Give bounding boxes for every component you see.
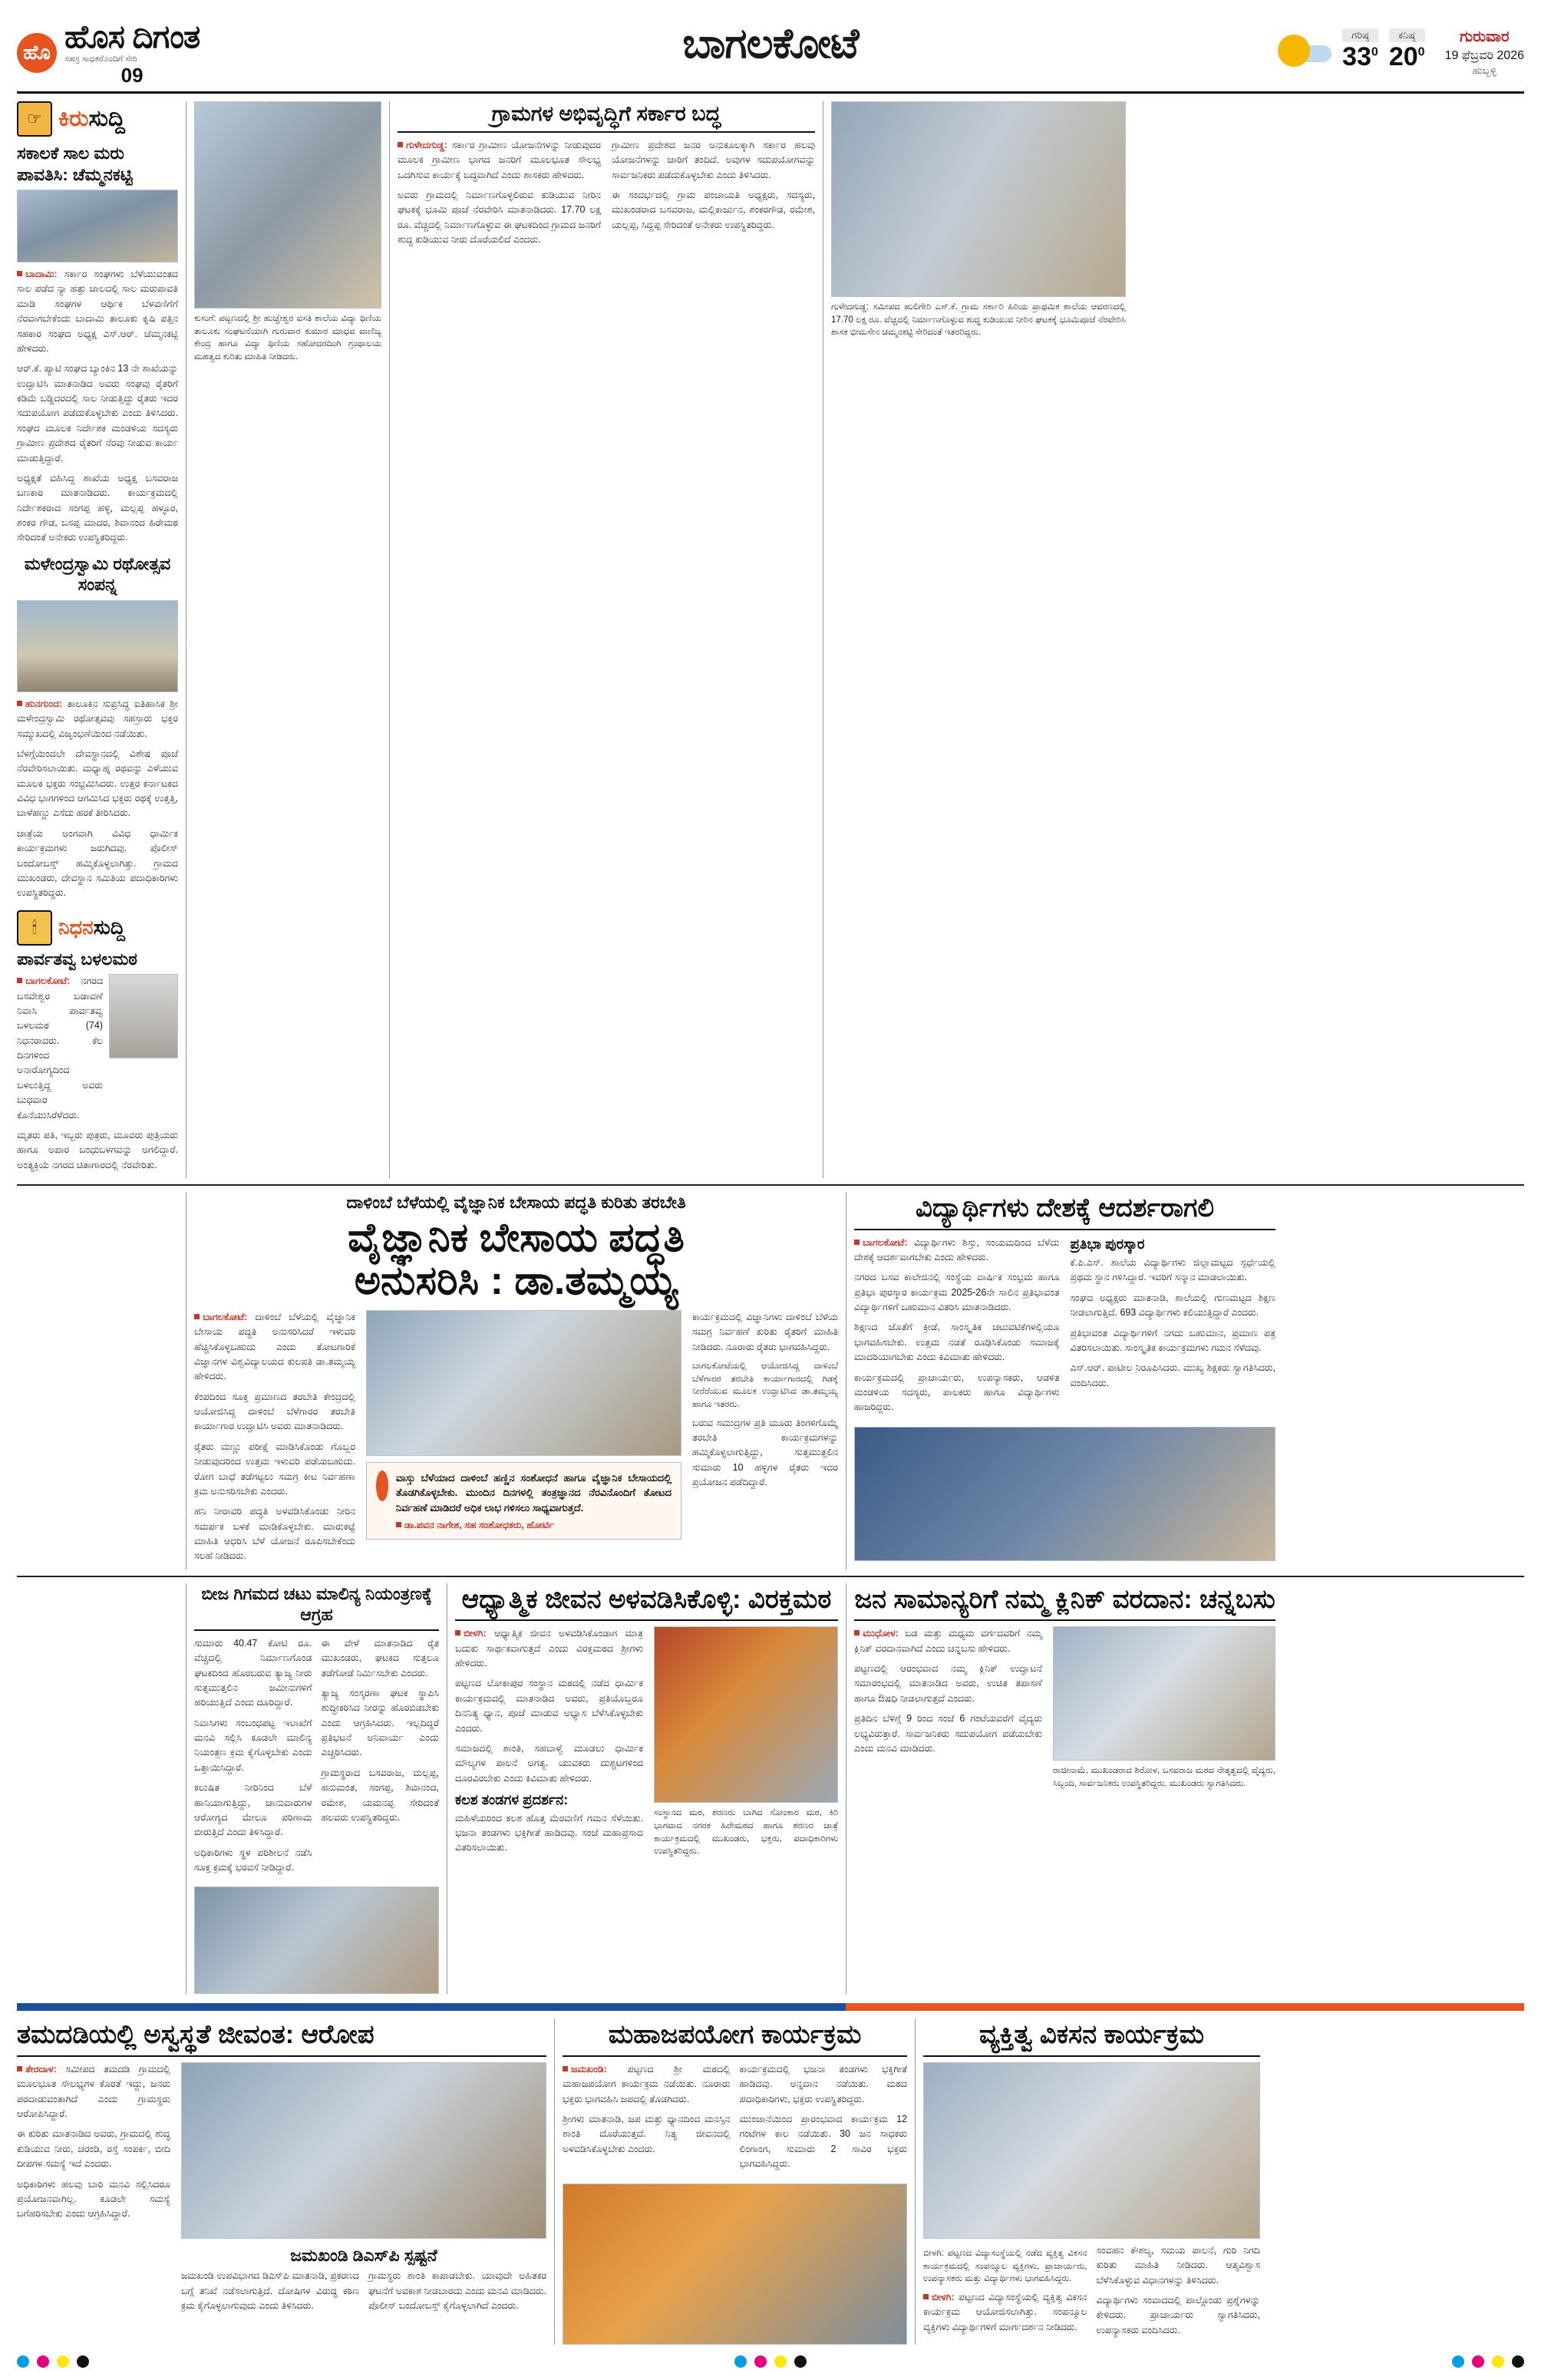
seed-c1-p4: ಅಧಿಕಾರಿಗಳು ಸ್ಥಳ ಪರಿಶೀಲನೆ ನಡೆಸಿ ಸೂಕ್ತ ಕ್ರಮಕ್ಕೆ ಭರವಸೆ ನೀಡಿದ್ದಾರೆ. (194, 1847, 312, 1873)
degree-symbol-2: 0 (1417, 45, 1425, 59)
personality-dateline: ಬೀಳಗಿ: (932, 2291, 955, 2302)
nidhana-portrait (109, 974, 178, 1058)
pull-quote (366, 1462, 681, 1540)
nidhana-para-2: ಮೃತರು ಪತಿ, ಇಬ್ಬರು ಪುತ್ರರು, ಮೂವರು ಪುತ್ರಿಯರು ಹಾಗೂ ಅಪಾರ ಬಂಧುಬಳಗವನ್ನು ಅಗಲಿದ್ದಾರೆ. ಅಂತ್ಯಕ್ರಿಯೆ ನಗರದ ಚಿತಾಗಾರದಲ್ಲಿ ನೆರವೇರಿತು. (17, 1129, 178, 1170)
personality-story (915, 2019, 1260, 2344)
seed-c2-p1: ಈ ವೇಳೆ ಮಾತನಾಡಿದ ರೈತ ಮುಖಂಡರು, ಘಟಕದ ಸುತ್ತಲೂ ತಡೆಗೋಡೆ ನಿರ್ಮಿಸಬೇಕು ಎಂದರು. (321, 1637, 439, 1679)
malendra-para-2: ಬೆಳಗ್ಗೆಯಿಂದಲೇ ದೇವಸ್ಥಾನದಲ್ಲಿ ವಿಶೇಷ ಪೂಜೆ ನೆರವೇರಿಸಲಾಯಿತು. ಮಧ್ಯಾಹ್ನ ರಥವನ್ನು ಎಳೆಯುವ ಮೂಲಕ ಭಕ್ತರು ಸಂಭ್ರಮಿಸಿದರು. ಉತ್ತರ ಕರ್ನಾಟಕದ ವಿವಿಧ ಭಾಗಗಳಿಂದ ಆಗಮಿಸಿದ ಭಕ್ತರು ರಥಕ್ಕೆ ಉತ್ತತ್ತಿ, ಬಾಳೆಹಣ್ಣು ಎಸೆದು ಹರಕೆ ತೀರಿಸಿದರು. (17, 748, 178, 819)
malendra-para-1: ತಾಲೂಕಿನ ಸುಪ್ರಸಿದ್ಧ ಐತಿಹಾಸಿಕ ಶ್ರೀ ಮಳೇಂದ್ರಸ್ವಾಮಿ ರಥೋತ್ಸವವು ಸಹಸ್ರಾರು ಭಕ್ತರ ಸಮ್ಮುಖದಲ್ಲಿ ವಿಜೃಂಭಣೆಯಿಂದ ನಡೆಯಿತು. (17, 698, 178, 739)
govt-para-2: ಅವರು ಗ್ರಾಮದಲ್ಲಿ ನಿರ್ಮಾಣಗೊಳ್ಳಲಿರುವ ಕುಡಿಯುವ ನೀರಿನ ಘಟಕಕ್ಕೆ ಭೂಮಿ ಪೂಜೆ ನೆರವೇರಿಸಿ ಮಾತನಾಡಿದರು. 17.70 ಲಕ್ಷ ರೂ. ವೆಚ್ಚದಲ್ಲಿ ನಿರ್ಮಾಣಗೊಳ್ಳುವ ಈ ಘಟಕದಿಂದ ಗ್ರಾಮದ ಜನರಿಗೆ ಶುದ್ಧ ಕುಡಿಯುವ ನೀರು ದೊರೆಯಲಿದೆ ಎಂದರು. (398, 189, 601, 245)
max-temp (1342, 28, 1378, 72)
students-photo (854, 1427, 1275, 1561)
column-govt-story (389, 101, 823, 1178)
cmyk-left (17, 2355, 89, 2368)
lamp-icon: 🕯 (17, 910, 52, 946)
nidhana-label: ನಿಧನ (58, 915, 94, 939)
sun-icon (1278, 35, 1310, 67)
students-c2-p1: ಕೆ.ಪಿ.ಎಸ್. ಶಾಲೆಯ ವಿದ್ಯಾರ್ಥಿಗಳು ಜಿಲ್ಲಾಮಟ್ಟದ ಸ್ಪರ್ಧೆಯಲ್ಲಿ ಪ್ರಥಮ ಸ್ಥಾನ ಗಳಿಸಿದ್ದಾರೆ. ಇವರಿಗೆ ಸನ್ಮಾನ ಮಾಡಲಾಯಿತು. (1070, 1257, 1275, 1283)
maha-p2: ಶ್ರೀಗಳು ಮಾತನಾಡಿ, ಜಪ ಮತ್ತು ಧ್ಯಾನದಿಂದ ಮನಸ್ಸಿನ ಶಾಂತಿ ದೊರೆಯುತ್ತದೆ. ನಿತ್ಯ ಜೀವನದಲ್ಲಿ ಅಳವಡಿಸಿಕೊಳ್ಳಬೇಕು ಎಂದರು. (563, 2114, 731, 2154)
pull-quote-text: ವಾಸ್ತು ಬೆಳೆಯಾದ ದಾಳಿಂಬೆ ಹಣ್ಣಿನ ಸಂಶೋಧನೆ ಹಾಗೂ ವೈಜ್ಞಾನಿಕ ಬೇಸಾಯದಲ್ಲಿ ತೊಡಗಿಕೊಳ್ಳಬೇಕು. ಮುಂದಿನ ದಿನಗಳಲ್ಲಿ ತಂತ್ರಜ್ಞಾನದ ನೆರವಿನೊಂದಿಗೆ ತೋಟದ ನಿರ್ವಹಣೆ ಮಾಡಿದರೆ ಅಧಿಕ ಲಾಭ ಗಳಿಸಲು ಸಾಧ್ಯವಾಗುತ್ತದೆ. (395, 1471, 672, 1513)
govt-headline: ಗ್ರಾಮಗಳ ಅಭಿವೃದ್ಧಿಗೆ ಸರ್ಕಾರ ಬದ್ಧ (398, 101, 815, 133)
place-of-publication: ಹುಬ್ಬಳ್ಳಿ (1472, 64, 1496, 76)
seed-photo (194, 1887, 439, 1994)
seed-c2-p3: ಗ್ರಾಮಸ್ಥರಾದ ಬಸವರಾಜ, ಮಲ್ಲಪ್ಪ, ಹನುಮಂತ, ಸಂಗಪ್ಪ, ಶಿವಾನಂದ, ರಮೇಶ, ಯಮನಪ್ಪ ಸೇರಿದಂತೆ ಹಲವರು ಉಪಸ್ಥಿತರಿದ್ದರು. (321, 1767, 439, 1823)
edition-title-block (682, 20, 858, 68)
lead-headline-line2: ಅನುಸರಿಸಿ : ಡಾ.ತಮ್ಮಯ್ಯ (354, 1258, 678, 1303)
spiritual-p1: ಆಧ್ಯಾತ್ಮಿಕ ಜೀವನ ಅಳವಡಿಸಿಕೊಂಡಾಗ ಮಾತ್ರ ಬದುಕು ಸಾರ್ಥಕವಾಗುತ್ತದೆ ಎಂದು ವಿರಕ್ತಮಠದ ಶ್ರೀಗಳು ಹೇಳಿದರು. (455, 1628, 643, 1669)
hospital-dateline: ತೇರದಾಳ: (25, 2063, 57, 2075)
date-block (1445, 28, 1524, 77)
spiritual-p2: ಪಟ್ಟಣದ ಲೋಕಾಪುರ ಸಂಸ್ಥಾನ ಮಠದಲ್ಲಿ ನಡೆದ ಧಾರ್ಮಿಕ ಕಾರ್ಯಕ್ರಮದಲ್ಲಿ ಮಾತನಾಡಿದ ಅವರು, ಪ್ರತಿಯೊಬ್ಬರೂ ದಿನನಿತ್ಯ ಧ್ಯಾನ, ಪೂಜೆ ಮಾಡುವ ಅಭ್ಯಾಸ ಬೆಳೆಸಿಕೊಳ್ಳಬೇಕು ಎಂದರು. (455, 1678, 643, 1734)
maha-headline: ಮಹಾಜಪಯೋಗ ಕಾರ್ಯಕ್ರಮ (563, 2019, 907, 2057)
min-temp-label: ಕನಿಷ್ಠ (1389, 28, 1425, 42)
malendra-dateline: ಹುನಗುಂದ: (25, 698, 63, 709)
max-temp-value: 33 (1342, 42, 1371, 71)
lead-headline-line1: ವೈಜ್ಞಾನಿಕ ಬೇಸಾಯ ಪದ್ಧತಿ (348, 1215, 685, 1260)
clinic-p3: ಪ್ರತಿದಿನ ಬೆಳಿಗ್ಗೆ 9 ರಿಂದ ಸಂಜೆ 6 ಗಂಟೆಯವರೆಗೆ ವೈದ್ಯರು ಲಭ್ಯವಿರುತ್ತಾರೆ. ಸಾರ್ವಜನಿಕರು ಸದುಪಯೋಗ ಪಡೆಯಬೇಕು ಎಂದು ಮನವಿ ಮಾಡಿದರು. (854, 1713, 1042, 1754)
column-kusugal-photo (186, 101, 389, 1178)
pull-quote-attribution: ಡಾ.ಪವನ ನಾಗೇಶ, ಸಹ ಸಂಶೋಧಕರು, ಹೋರ್ಟಿ (404, 1520, 554, 1531)
students-c2-p3: ಪ್ರತಿಭಾವಂತ ವಿದ್ಯಾರ್ಥಿಗಳಿಗೆ ನಗದು ಬಹುಮಾನ, ಪ್ರಮಾಣ ಪತ್ರ ವಿತರಿಸಲಾಯಿತು. ಸಾಂಸ್ಕೃತಿಕ ಕಾರ್ಯಕ್ರಮಗಳು ಗಮನ ಸೆಳೆದವು. (1070, 1327, 1275, 1353)
seed-c1-p3: ಕಲುಷಿತ ನೀರಿನಿಂದ ಬೆಳೆ ಹಾನಿಯಾಗುತ್ತಿದ್ದು, ಜಾನುವಾರುಗಳ ಆರೋಗ್ಯದ ಮೇಲೂ ಪರಿಣಾಮ ಬೀರುತ್ತಿದೆ ಎಂದು ತಿಳಿಸಿದ್ದಾರೆ. (194, 1782, 312, 1838)
nidhana-sudhi-label: ಸುದ್ದಿ (93, 915, 125, 939)
sudhi-label: ಸುದ್ದಿ (88, 106, 126, 131)
edition-name: ಬಾಗಲಕೋಟೆ (682, 21, 859, 67)
personality-p1: ಪಟ್ಟಣದ ವಿದ್ಯಾಸಂಸ್ಥೆಯಲ್ಲಿ ವ್ಯಕ್ತಿತ್ವ ವಿಕಸನ ಕಾರ್ಯಕ್ರಮ ಆಯೋಜಿಸಲಾಗಿತ್ತು. ಸಂಪನ್ಮೂಲ ವ್ಯಕ್ತಿಗಳು ವಿದ್ಯಾರ್ಥಿಗಳಿಗೆ ಮಾರ್ಗದರ್ಶನ ನೀಡಿದರು. (923, 2291, 1087, 2332)
kiru-sudhi-badge (17, 101, 178, 137)
personality-photo (923, 2062, 1260, 2239)
min-temp-value: 20 (1388, 42, 1418, 71)
govt-para-3: ಗ್ರಾಮೀಣ ಪ್ರದೇಶದ ಜನರ ಅನುಕೂಲಕ್ಕಾಗಿ ಸರ್ಕಾರ ಹಲವು ಯೋಜನೆಗಳನ್ನು ಜಾರಿಗೆ ತಂದಿದೆ. ಅವುಗಳ ಸದುಪಯೋಗವನ್ನು ಸಾರ್ವಜನಿಕರು ಪಡೆದುಕೊಳ್ಳಬೇಕು ಎಂದು ತಿಳಿಸಿದರು. (612, 139, 815, 180)
personality-p2: ಸಂವಹನ ಕೌಶಲ್ಯ, ಸಮಯ ಪಾಲನೆ, ಗುರಿ ನಿಗದಿ ಕುರಿತು ಮಾಹಿತಿ ನೀಡಿದರು. ಆತ್ಮವಿಶ್ವಾಸ ಬೆಳೆಸಿಕೊಳ್ಳುವ ವಿಧಾನಗಳನ್ನು ತಿಳಿಸಿದರು. (1096, 2244, 1260, 2286)
lead-para-2: ಕೆಂಪದಿಂದ ಸೂಕ್ತ ಪ್ರಮಾಣದ ತರಬೇತಿ ಕೇಂದ್ರದಲ್ಲಿ ಆಯೋಜಿಸಿದ್ದ ದಾಳಿಂಬೆ ಬೆಳೆಗಾರರ ತರಬೇತಿ ಕಾರ್ಯಾಗಾರ ಉದ್ಘಾಟಿಸಿ ಅವರು ಮಾತನಾಡಿದರು. (194, 1391, 355, 1432)
kusugal-caption: ಕುಸುಗೆ: ಪಟ್ಟಣದಲ್ಲಿ ಶ್ರೀ ಹುಚ್ಚೇಶ್ವರ ವಸತಿ ಶಾಲೆಯ ವಿದ್ಯಾ ಥಿಣಿಯ ತಾಲೂಕು ಸಂಘಟನೆಯಾಗಿ ಗುರುವಾರ ಕುಮಾರ ಮಾಧವ ವಾಣಿಜ್ಯ ಕೇಂದ್ರ ಹಾಗೂ ವಿದ್ಯಾ ಥಿಣಿಯ ಸಹೋದರದಿಂಗಿ ಗ್ರಂಥಾಲಯ ಮಹತ್ವದ ಕುರಿತು ಮಾಹಿತಿ ನೀಡಿದರು. (194, 314, 381, 362)
clinic-caption: ರಾಜೀನಾಮೆ, ಮುಖಂಡರಾದ ಶಿರೋಳ, ಬಸವರಾಜ ಮಠದ ನೇತೃತ್ವದಲ್ಲಿ ವೈದ್ಯರು, ಸಿಬ್ಬಂದಿ, ಸಾರ್ವಜನಿಕರು ಉಪಸ್ಥಿತರಿದ್ದರು. ಮುಖಂಡರು ಸ್ವಾಗತಿಸಿದರು. (1053, 1766, 1275, 1788)
lead-para-1: ದಾಳಿಂಬೆ ಬೆಳೆಯಲ್ಲಿ ವೈಜ್ಞಾನಿಕ ಬೇಸಾಯ ಪದ್ಧತಿ ಅನುಸರಿಸಿದರೆ ಇಳುವರಿ ಹೆಚ್ಚಿಸಿಕೊಳ್ಳಬಹುದು ಎಂದು ತೋಟಗಾರಿಕೆ ವಿಜ್ಞಾನಗಳ ವಿಶ್ವವಿದ್ಯಾಲಯದ ಕುಲಪತಿ ಡಾ.ತಮ್ಮಯ್ಯ ಹೇಳಿದರು. (194, 1311, 355, 1382)
middle-left-spacer (17, 1583, 186, 1995)
degree-symbol: 0 (1371, 45, 1378, 59)
min-temp (1389, 28, 1425, 72)
kiru-headline: ಸಕಾಲಕೆ ಸಾಲ ಮರು ಪಾವತಿಸಿ: ಚೆಮ್ಮನಕಟ್ಟಿ (17, 144, 133, 184)
spiritual-p3: ಸಮಾಜದಲ್ಲಿ ಶಾಂತಿ, ಸಹಬಾಳ್ವೆ ಮೂಡಲು ಧಾರ್ಮಿಕ ಮೌಲ್ಯಗಳ ಪಾಲನೆ ಅಗತ್ಯ. ಯುವಕರು ದುಶ್ಚಟಗಳಿಂದ ದೂರವಿರಬೇಕು ಎಂದು ಕಿವಿಮಾತು ಹೇಳಿದರು. (455, 1742, 643, 1784)
clinic-dateline: ಮುಧೋಳ: (863, 1628, 899, 1639)
govt-para-4: ಈ ಸಂದರ್ಭದಲ್ಲಿ ಗ್ರಾಮ ಪಂಚಾಯತಿ ಅಧ್ಯಕ್ಷರು, ಸದಸ್ಯರು, ಮುಖಂಡರಾದ ಬಸವರಾಜ, ಮಲ್ಲಿಕಾರ್ಜುನ, ಶಂಕರಗೌಡ, ರಮೇಶ, ಯಲ್ಲಪ್ಪ, ಸಿದ್ದಪ್ಪ ಸೇರಿದಂತೆ ಅನೇಕರು ಉಪಸ್ಥಿತರಿದ್ದರು. (612, 189, 815, 230)
hand-icon: ☞ (17, 101, 52, 137)
kiru-dateline: ಬಾದಾಮಿ: (25, 269, 58, 279)
lead-photo-caption: ಬಾಗಲಕೋಟೆಯಲ್ಲಿ ಆಯೋಜಿಸಿದ್ದ ದಾಳಿಂಬೆ ಬೆಳೆಗಾರರ ತರಬೇತಿ ಕಾರ್ಯಾಗಾರದಲ್ಲಿ ಗಿಡಕ್ಕೆ ನೀರೆರೆಯುವ ಮೂಲಕ ಉದ್ಘಾಟಿಸಿದ ಡಾ.ತಮ್ಮಯ್ಯ ಹಾಗೂ ಇತರರು. (692, 1361, 838, 1409)
clinic-p2: ಪಟ್ಟಣದಲ್ಲಿ ಆರಂಭವಾದ ನಮ್ಮ ಕ್ಲಿನಿಕ್ ಉದ್ಘಾಟನೆ ಸಮಾರಂಭದಲ್ಲಿ ಮಾತನಾಡಿದ ಅವರು, ಉಚಿತ ತಪಾಸಣೆ ಹಾಗೂ ಔಷಧಿ ನೀಡಲಾಗುತ್ತದೆ ಎಂದರು. (854, 1663, 1042, 1704)
students-c1-p2: ನಗರದ ಬಸವ ಕಾಲೇಜಿನಲ್ಲಿ ಸಂಸ್ಥೆಯ ವಾರ್ಷಿಕ ಸಂಭ್ರಮ ಹಾಗೂ ಪ್ರತಿಭಾ ಪುರಸ್ಕಾರ ಕಾರ್ಯಕ್ರಮ 2025-26ನೇ ಸಾಲಿನ ಪ್ರತಿಭಾವಂತ ವಿದ್ಯಾರ್ಥಿಗಳಿಗೆ ಬಹುಮಾನ ವಿತರಿಸಿ ಮಾತನಾಡಿದರು. (854, 1272, 1060, 1312)
hospital-headline: ತಮದಡಿಯಲ್ಲಿ ಅಸ್ವಸ್ಥತೆ ಜೀವಂತ: ಆರೋಪ (17, 2019, 546, 2057)
column-left-top (17, 101, 186, 1178)
cmyk-right (1452, 2355, 1524, 2368)
students-c1-p3: ಶಿಕ್ಷಣದ ಜೊತೆಗೆ ಕ್ರೀಡೆ, ಸಾಂಸ್ಕೃತಿಕ ಚಟುವಟಿಕೆಗಳಲ್ಲಿಯೂ ಭಾಗವಹಿಸಬೇಕು. ಉತ್ತಮ ನಡತೆ ರೂಢಿಸಿಕೊಂಡು ಸಮಾಜಕ್ಕೆ ಮಾದರಿಯಾಗಬೇಕು ಎಂದು ಕಿವಿಮಾತು ಹೇಳಿದರು. (854, 1322, 1060, 1363)
kiru-photo (17, 190, 178, 262)
maha-p4: ಮುಂಜಾನೆಯಿಂದ ಪ್ರಾರಂಭವಾದ ಕಾರ್ಯಕ್ರಮ 12 ಗಂಟೆಗಳ ಕಾಲ ನಡೆಯಿತು. 30 ಜನ ಸಾಧಕರು ಲಿಂಗಾಂಗ, ಸುಮಾರು 2 ಸಾವಿರ ಭಕ್ತರು ಭಾಗವಹಿಸಿದ್ದರು. (739, 2114, 907, 2170)
seed-c2-p2: ತ್ಯಾಜ್ಯ ಸಂಸ್ಕರಣಾ ಘಟಕ ಸ್ಥಾಪಿಸಿ ಶುದ್ಧೀಕರಿಸಿದ ನೀರನ್ನು ಹೊರಬಿಡಬೇಕು ಎಂದು ಆಗ್ರಹಿಸಿದರು. ಇಲ್ಲದಿದ್ದರೆ ಪ್ರತಿಭಟನೆ ಅನಿವಾರ್ಯ ಎಂದು ಎಚ್ಚರಿಸಿದರು. (321, 1687, 439, 1758)
clinic-p1: ಬಡ ಮತ್ತು ಮಧ್ಯಮ ವರ್ಗದವರಿಗೆ ನಮ್ಮ ಕ್ಲಿನಿಕ್ ವರದಾನವಾಗಿದೆ ಎಂದು ಚನ್ನಬಸು ಹೇಳಿದರು. (854, 1628, 1042, 1654)
hospital-p2: ಈ ಕುರಿತು ಮಾತನಾಡಿದ ಅವರು, ಗ್ರಾಮದಲ್ಲಿ ಶುದ್ಧ ಕುಡಿಯುವ ನೀರು, ಚರಂಡಿ, ರಸ್ತೆ ಸಂಪರ್ಕ, ಬೀದಿ ದೀಪಗಳ ಸಮಸ್ಯೆ ಇದೆ ಎಂದರು. (17, 2128, 170, 2170)
personality-caption: ಬೀಳಗಿ: ಪಟ್ಟಣದ ವಿದ್ಯಾಸಂಸ್ಥೆಯಲ್ಲಿ ನಡೆದ ವ್ಯಕ್ತಿತ್ವ ವಿಕಸನ ಕಾರ್ಯಕ್ರಮದಲ್ಲಿ ಸಂಪನ್ಮೂಲ ವ್ಯಕ್ತಿಗಳು, ಪ್ರಾಚಾರ್ಯರು, ಉಪನ್ಯಾಸಕರು ಮತ್ತು ವಿದ್ಯಾರ್ಥಿಗಳು ಭಾಗವಹಿಸಿದ್ದರು. (923, 2248, 1087, 2284)
spiritual-caption: ಸಂಸ್ಥಾನದ ಮಠ, ಶರಣರು ಬಾಗಿದ ಸೋಂಕಾರ ಮಠ, ಕಿರಿ ಭಾಗವಾದ ನಗರಕ ಹಿರೇಮಠದ ಹಾಗೂ ಶರಣರ ಜಾತ್ರೆ ಕಾರ್ಯಕ್ರಮದಲ್ಲಿ ಮುಖಂಡರು, ಭಕ್ತರು, ಪದಾಧಿಕಾರಿಗಳು ಉಪಸ್ಥಿತರಿದ್ದರು. (654, 1808, 838, 1857)
nidhana-para-1: ನಗರದ ಬಸವೇಶ್ವರ ಬಡಾವಣೆ ನಿವಾಸಿ ಪಾರ್ವತವ್ವ ಬಳಲಮಠ (74) ನಿಧನರಾದರು. ಕೆಲ ದಿನಗಳಿಂದ ಅನಾರೋಗ್ಯದಿಂದ ಬಳಲುತ್ತಿದ್ದ ಅವರು ಬುಧವಾರ ಕೊನೆಯುಸಿರೆಳೆದರು. (17, 975, 103, 1121)
spiritual-story (447, 1583, 846, 1995)
maha-dateline: ಜಮಖಂಡಿ: (571, 2063, 607, 2075)
clinic-headline: ಜನ ಸಾಮಾನ್ಯರಿಗೆ ನಮ್ಮ ಕ್ಲಿನಿಕ್ ವರದಾನ: ಚನ್ನಬಸು (854, 1583, 1275, 1622)
registration-marks (17, 2351, 1524, 2368)
lead-para-3: ರೈತರು ಮಣ್ಣು ಪರೀಕ್ಷೆ ಮಾಡಿಸಿಕೊಂಡು ಗೊಬ್ಬರ ನೀಡುವುದರಿಂದ ಉತ್ತಮ ಇಳುವರಿ ಪಡೆಯಬಹುದು. ರೋಗ ಬಾಧೆ ತಡೆಗಟ್ಟಲು ಸಮಗ್ರ ಕೀಟ ನಿರ್ವಹಣಾ ಕ್ರಮ ಅನುಸರಿಸಬೇಕು ಎಂದರು. (194, 1441, 355, 1497)
seed-c1-p2: ನಿವಾಸಿಗಳು ಸಂಬಂಧಪಟ್ಟ ಇಲಾಖೆಗೆ ಮನವಿ ಸಲ್ಲಿಸಿ ಕೂಡಲೇ ಮಾಲಿನ್ಯ ನಿಯಂತ್ರಣ ಕ್ರಮ ಕೈಗೊಳ್ಳಬೇಕು ಎಂದು ಒತ್ತಾಯಿಸಿದ್ದಾರೆ. (194, 1717, 312, 1773)
weather-widget (1278, 28, 1424, 72)
clinic-story (846, 1583, 1275, 1995)
publication-tagline: ಸಹಸ್ರ ಸಾಧಕರೊಂದಿಗೆ ಸೇರಿ (64, 54, 137, 64)
personality-headline: ವ್ಯಕ್ತಿತ್ವ ವಿಕಸನ ಕಾರ್ಯಕ್ರಮ (923, 2019, 1260, 2057)
page-number: 09 (120, 63, 144, 87)
malendra-headline: ಮಳೇಂದ್ರಸ್ವಾಮಿ ರಥೋತ್ಸವ ಸಂಪನ್ನ (24, 553, 171, 595)
lead-tail: ಬರುವ ಸಮುದ್ರಗಳ ಪ್ರತಿ ಮೂರು ತಿಂಗಳಿಗೊಮ್ಮೆ ತರಬೇತಿ ಕಾರ್ಯಕ್ರಮಗಳನ್ನು ಹಮ್ಮಿಕೊಳ್ಳಲಾಗುತ್ತಿದ್ದು, ಸುತ್ತಮುತ್ತಲಿನ ಸುಮಾರು 10 ಹಳ್ಳಿಗಳ ರೈತರು ಇದರ ಪ್ರಯೋಜನ ಪಡೆದಿದ್ದಾರೆ. (692, 1417, 838, 1488)
lead-photo (366, 1310, 681, 1456)
publication-logo[interactable] (17, 18, 200, 87)
weekday: ಗುರುವಾರ (1459, 28, 1510, 45)
kusugal-photo (194, 101, 381, 309)
logo-emblem-icon: ಹೊ (17, 33, 57, 73)
lead-kicker: ದಾಳಿಂಬೆ ಬೆಳೆಯಲ್ಲಿ ವೈಜ್ಞಾನಿಕ ಬೇಸಾಯ ಪದ್ಧತಿ ಕುರಿತು ತರಬೇತಿ (346, 1193, 686, 1212)
maha-photo (563, 2184, 907, 2345)
spiritual-subhead: ಕಲಶ ತಂಡಗಳ ಪ್ರದರ್ಶನ: (455, 1792, 569, 1808)
lead-para-4: ಹನಿ ನೀರಾವರಿ ಪದ್ಧತಿ ಅಳವಡಿಸಿಕೊಂಡು ನೀರಿನ ಸಮರ್ಪಕ ಬಳಕೆ ಮಾಡಿಕೊಳ್ಳಬೇಕು. ಮಾರುಕಟ್ಟೆ ಮಾಹಿತಿ ಆಧರಿಸಿ ಬೆಳೆ ಯೋಜನೆ ರೂಪಿಸಬೇಕೆಂದು ಸಲಹೆ ನೀಡಿದರು. (194, 1506, 355, 1562)
students-c2-p4: ಎಸ್.ಆರ್. ಪಾಟೀಲ ನಿರೂಪಿಸಿದರು. ಮುಖ್ಯ ಶಿಕ್ಷಕರು ಸ್ವಾಗತಿಸಿದರು, ವಂದಿಸಿದರು. (1070, 1362, 1275, 1388)
lead-dateline: ಬಾಗಲಕೋಟೆ: (203, 1311, 248, 1322)
students-c2-p2: ಸಂಘದ ಅಧ್ಯಕ್ಷರು ಮಾತನಾಡಿ, ಶಾಲೆಯಲ್ಲಿ ಗುಣಮಟ್ಟದ ಶಿಕ್ಷಣ ನೀಡಲಾಗುತ್ತಿದೆ. 693 ವಿದ್ಯಾರ್ಥಿಗಳು ಕಲಿಯುತ್ತಿದ್ದಾರೆ ಎಂದರು. (1070, 1292, 1275, 1319)
kiru-para-3: ಅಧ್ಯಕ್ಷತೆ ವಹಿಸಿದ್ದ ಶಾಖೆಯ ಅಧ್ಯಕ್ಷ ಬಸವರಾಜ ಬಣಕಾರ ಮಾತನಾಡಿದರು. ಕಾರ್ಯಕ್ರಮದಲ್ಲಿ ನಿರ್ದೇಶಕರಾದ ಸಂಗಪ್ಪ ಹಳ್ಳಿ, ಮಲ್ಲಪ್ಪ ಹಳ್ಳೂರ, ಶಂಕರ ಗೌಡ, ಬಸಪ್ಪ ಮಾದರ, ಶಿವಾನಂದ ಹಿರೇಮಠ ಸೇರಿದಂತೆ ಅನೇಕರು ಉಪಸ್ಥಿತರಿದ್ದರು. (17, 472, 178, 543)
kiru-label: ಕಿರು (58, 106, 89, 131)
govt-dateline: ಗುಳೇದಗುಡ್ಡ: (406, 139, 447, 150)
guledgudda-caption: ಗುಳೇದಗುಡ್ಡ: ಸಮೀಪದ ಹುಲಿಗೇರಿ ಎಸ್.ಕೆ. ಗ್ರಾಮ ಸರ್ಕಾರಿ ಹಿರಿಯ ಪ್ರಾಥಮಿಕ ಶಾಲೆಯ ಆವರಣದಲ್ಲಿ 17.70 ಲಕ್ಷ ರೂ. ವೆಚ್ಚದಲ್ಲಿ ನಿರ್ಮಾಣಗೊಳ್ಳುವ ಶುದ್ಧ ಕುಡಿಯುವ ನೀರಿನ ಘಟಕಕ್ಕೆ ಭೂಮಿಪೂಜೆ ನೆರವೇರಿಸಿ ಶಾಸಕ ಭೀಮಸೇನ ಚಿಮ್ಮನಕಟ್ಟಿ ಸೇರಿದಂತೆ ಇತರರಿದ್ದರು. (831, 302, 1126, 338)
malendra-photo (17, 600, 178, 692)
dsp-subhead: ಜಮಖಂಡಿ ಡಿಎಸ್‌ಪಿ ಸ್ಪಷ್ಟನೆ (290, 2245, 437, 2265)
issue-date: 19 ಫೆಬ್ರವರಿ 2026 (1444, 49, 1524, 62)
section-divider-band (17, 2003, 1524, 2011)
max-temp-label: ಗರಿಷ್ಠ (1342, 28, 1378, 42)
kiru-para-2: ಆರ್.ಕೆ. ಪ್ಯಾಟಿ ಸಂಘದ ಬ್ಯಾಂಕಿನ 13 ನೇ ಶಾಖೆಯನ್ನು ಉದ್ಘಾಟಿಸಿ ಮಾತನಾಡಿದ ಅವರು ಸಂಘವು ರೈತರಿಗೆ ಕಡಿಮೆ ಬಡ್ಡಿದರದಲ್ಲಿ ಸಾಲ ನೀಡುತ್ತಿದ್ದು ರೈತರು ಇದರ ಸದುಪಯೋಗ ಪಡೆದುಕೊಳ್ಳಬೇಕು ಎಂದು ತಿಳಿಸಿದರು. ಸಂಘದ ಮೂಲಕ ನಿರ್ದೇಶಕ ಮಂಡಳಿಯ ಸದಸ್ಯರು ಗ್ರಾಮೀಣ ಪ್ರದೇಶದ ರೈತರಿಗೆ ನೆರವು ನೀಡುವ ಕಾರ್ಯ ಮಾಡುತ್ತಿದ್ದಾರೆ. (17, 363, 178, 464)
clinic-photo (1053, 1626, 1275, 1761)
seed-c1-p1: ಸುಮಾರು 40.47 ಕೋಟಿ ರೂ. ವೆಚ್ಚದಲ್ಲಿ ನಿರ್ಮಾಣಗೊಂಡ ಘಟಕದಿಂದ ಹೊರಬರುವ ತ್ಯಾಜ್ಯ ನೀರು ಸುತ್ತಮುತ್ತಲಿನ ಜಮೀನುಗಳಿಗೆ ಹರಿಯುತ್ತಿದೆ ಎಂದು ದೂರಿದ್ದಾರೆ. (194, 1637, 312, 1708)
maha-p3: ಕಾರ್ಯಕ್ರಮದಲ್ಲಿ ಭಜನಾ ತಂಡಗಳು ಭಕ್ತಿಗೀತೆ ಹಾಡಿದವು. ಅನ್ನದಾನ ನಡೆಯಿತು. ಮಠದ ಪದಾಧಿಕಾರಿಗಳು, ಭಕ್ತರು ಉಪಸ್ಥಿತರಿದ್ದರು. (739, 2063, 907, 2104)
hospital-photo (181, 2062, 546, 2239)
hospital-p3: ಅಧಿಕಾರಿಗಳು ಹಲವು ಬಾರಿ ಮನವಿ ಸಲ್ಲಿಸಿದರೂ ಪ್ರಯೋಜನವಾಗಿಲ್ಲ. ಕೂಡಲೇ ಸಮಸ್ಯೆ ಬಗೆಹರಿಸಬೇಕು ಎಂದು ಆಗ್ರಹಿಸಿದ್ದಾರೆ. (17, 2178, 170, 2220)
students-story (846, 1192, 1275, 1570)
quote-icon (376, 1471, 388, 1501)
publication-name: ಹೊಸ ದಿಗಂತ (64, 18, 200, 54)
guledgudda-photo (831, 101, 1126, 297)
maha-story (554, 2019, 915, 2344)
kiru-para-1: ಸರ್ಕಾರ ಸಂಘಗಳು ಬೆಳೆಯುವಂತದ ಸಾಲ ಪಡೆದ ನ್ಯಾ ಹತ್ತು ಜಾಲದಲ್ಲಿ ಸಾಲ ಮರುಪಾವತಿ ಮಾಡಿ ಸಂಘಗಳ ಆರ್ಥಿಕ ಬೆಳವಣಿಗೆಗೆ ನೆರವಾಗಬೇಕೆಂದು ಬಾದಾಮಿ ತಾಲೂಕು ಕೃಷಿ ಪತ್ತಿನ ಸಹಕಾರ ಸಂಘದ ಅಧ್ಯಕ್ಷ ಎಸ್.ಆರ್. ಚೆಮ್ಮನಕಟ್ಟಿ ಹೇಳಿದರು. (17, 269, 178, 354)
students-headline: ವಿದ್ಯಾರ್ಥಿಗಳು ದೇಶಕ್ಕೆ ಆದರ್ಶರಾಗಲಿ (854, 1192, 1275, 1230)
nidhana-dateline: ಬಾಗಲಕೋಟೆ: (25, 975, 71, 987)
maha-p1: ಪಟ್ಟಣದ ಶ್ರೀ ಮಠದಲ್ಲಿ ಮಹಾಜಪಯೋಗ ಕಾರ್ಯಕ್ರಮ ನಡೆಯಿತು. ನೂರಾರು ಭಕ್ತರು ಭಾಗವಹಿಸಿ ಜಪದಲ್ಲಿ ತೊಡಗಿದರು. (563, 2063, 731, 2104)
spiritual-dateline: ಬೀಳಗಿ: (464, 1628, 487, 1639)
masthead (17, 14, 1524, 94)
students-c1-p1: ವಿದ್ಯಾರ್ಥಿಗಳು ಶಿಸ್ತು, ಸಂಯಮದಿಂದ ಬೆಳೆದು ದೇಶಕ್ಕೆ ಆದರ್ಶವಾಗಬೇಕು ಎಂದು ಹೇಳಿದರು. (854, 1236, 1060, 1263)
students-c1-p4: ಕಾರ್ಯಕ್ರಮದಲ್ಲಿ ಪ್ರಾಚಾರ್ಯರು, ಉಪನ್ಯಾಸಕರು, ಆಡಳಿತ ಮಂಡಳಿಯ ಸದಸ್ಯರು, ಪಾಲಕರು ಹಾಗೂ ವಿದ್ಯಾರ್ಥಿಗಳು ಹಾಜರಿದ್ದರು. (854, 1372, 1060, 1413)
lead-left-spacer (17, 1192, 186, 1570)
malendra-para-3: ಜಾತ್ರೆಯ ಅಂಗವಾಗಿ ವಿವಿಧ ಧಾರ್ಮಿಕ ಕಾರ್ಯಕ್ರಮಗಳು ಜರುಗಿದವು. ಪೊಲೀಸ್ ಬಂದೋಬಸ್ತ್ ಹಮ್ಮಿಕೊಳ್ಳಲಾಗಿತ್ತು. ಗ್ರಾಮದ ಮುಖಂಡರು, ದೇವಸ್ಥಾನ ಸಮಿತಿಯ ಪದಾಧಿಕಾರಿಗಳು ಉಪಸ್ಥಿತರಿದ್ದರು. (17, 827, 178, 899)
govt-para-1: ಸರ್ಕಾರ ಗ್ರಾಮೀಣ ಯೋಜನೆಗಳನ್ನು ನೀಡುವುದರ ಮೂಲಕ ಗ್ರಾಮೀಣ ಭಾಗದ ಜನರಿಗೆ ಮೂಲಭೂತ ಸೌಲಭ್ಯ ಒದಗಿಸುವ ಕಾರ್ಯಕ್ಕೆ ಬದ್ಧವಾಗಿದೆ ಎಂದು ಶಾಸಕರು ಹೇಳಿದರು. (398, 139, 601, 180)
spiritual-sub-body: ಮಹಿಳೆಯರಿಂದ ಕಲಶ ಹೊತ್ತ ಮೆರವಣಿಗೆ ಗಮನ ಸೆಳೆಯಿತು. ಭಜನಾ ತಂಡಗಳು ಭಕ್ತಿಗೀತೆ ಹಾಡಿದವು. ಸಂಜೆ ಮಹಾಪ್ರಸಾದ ವಿತರಿಸಲಾಯಿತು. (455, 1812, 643, 1853)
lead-story (186, 1192, 846, 1570)
personality-p3: ವಿದ್ಯಾರ್ಥಿಗಳು ಸಂವಾದದಲ್ಲಿ ಪಾಲ್ಗೊಂಡು ಪ್ರಶ್ನೆಗಳನ್ನು ಕೇಳಿದರು. ಪ್ರಾಚಾರ್ಯರು ಸ್ವಾಗತಿಸಿದರು, ಉಪನ್ಯಾಸಕರು ವಂದಿಸಿದರು. (1096, 2295, 1260, 2335)
spiritual-photo (654, 1626, 838, 1803)
nidhana-headline: ಪಾರ್ವತವ್ವ ಬಳಲಮಠ (17, 949, 137, 969)
seed-headline: ಬೀಜ ಗಿಗಮದ ಚಟು ಮಾಲಿನ್ಯ ನಿಯಂತ್ರಣಕ್ಕೆ ಆಗ್ರಹ (194, 1583, 439, 1631)
dsp-p2: ಗ್ರಾಮಸ್ಥರು ಶಾಂತಿ ಕಾಪಾಡಬೇಕು. ಯಾವುದೇ ಅಹಿತಕರ ಘಟನೆಗೆ ಅವಕಾಶ ನೀಡಬಾರದು ಎಂದು ಮನವಿ ಮಾಡಿದರು. ಪೊಲೀಸ್ ಬಂದೋಬಸ್ತ್ ಕೈಗೊಳ್ಳಲಾಗಿದೆ ಎಂದರು. (368, 2270, 546, 2312)
lead-para-5: ಕಾರ್ಯಕ್ರಮದಲ್ಲಿ ವಿಜ್ಞಾನಿಗಳು ದಾಳಿಂಬೆ ಬೆಳೆಯ ಸಮಗ್ರ ನಿರ್ವಹಣೆ ಕುರಿತು ರೈತರಿಗೆ ಮಾಹಿತಿ ನೀಡಿದರು. ನೂರಾರು ರೈತರು ಭಾಗವಹಿಸಿದ್ದರು. (692, 1311, 838, 1352)
hospital-story (17, 2019, 554, 2344)
dsp-p1: ಜಮಖಂಡಿ ಉಪವಿಭಾಗದ ಡಿಎಸ್‌ಪಿ ಮಾತನಾಡಿ, ಪ್ರಕರಣದ ಬಗ್ಗೆ ತನಿಖೆ ನಡೆಸಲಾಗುತ್ತಿದೆ. ದೋಷಿಗಳ ವಿರುದ್ಧ ಕಠಿಣ ಕ್ರಮ ಕೈಗೊಳ್ಳಲಾಗುವುದು ಎಂದು ತಿಳಿಸಿದರು. (181, 2270, 359, 2312)
nidhana-sudhi-badge (17, 910, 178, 946)
cmyk-center (734, 2355, 807, 2368)
seed-story (186, 1583, 447, 1995)
hospital-p1: ಸಮೀಪದ ತಮದಡಿ ಗ್ರಾಮದಲ್ಲಿ ಮೂಲಭೂತ ಸೌಲಭ್ಯಗಳ ಕೊರತೆ ಇದ್ದು, ಜನರು ಪರದಾಡುವಂತಾಗಿದೆ ಎಂದು ಗ್ರಾಮಸ್ಥರು ಆರೋಪಿಸಿದ್ದಾರೆ. (17, 2063, 170, 2120)
students-dateline: ಬಾಗಲಕೋಟೆ: (863, 1236, 908, 1248)
spiritual-headline: ಆಧ್ಯಾತ್ಮಿಕ ಜೀವನ ಅಳವಡಿಸಿಕೊಳ್ಳಿ: ವಿರಕ್ತಮಠ (455, 1583, 838, 1622)
students-subhead: ಪ್ರತಿಭಾ ಪುರಸ್ಕಾರ (1070, 1236, 1145, 1252)
column-guledgudda-photo (823, 101, 1126, 1178)
